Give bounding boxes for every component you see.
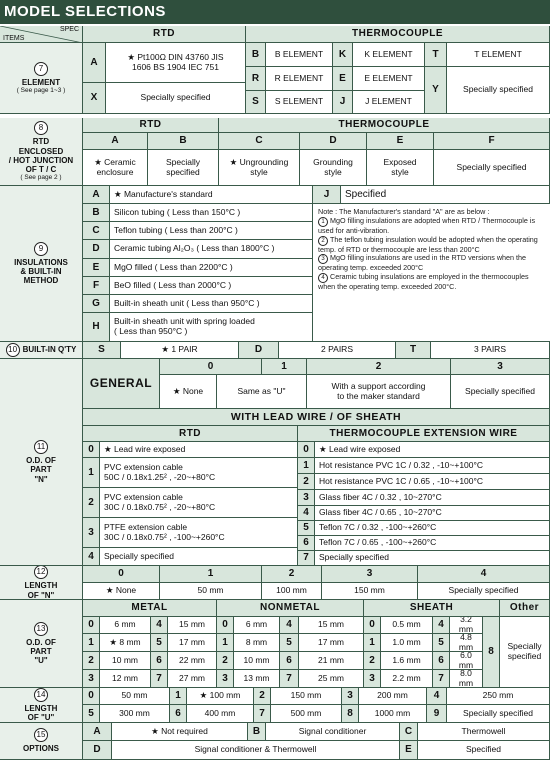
length-n-code: 3 xyxy=(322,566,418,583)
items-spec-header xyxy=(0,26,83,43)
insulation-code: B xyxy=(83,204,110,222)
od-u-code: 4 xyxy=(280,617,299,634)
section-subtitle: ( See page 2 ) xyxy=(20,174,62,182)
code-k: K xyxy=(333,43,353,67)
code-t: T xyxy=(396,342,431,359)
length-u-value: 150 mm xyxy=(271,688,342,705)
tc-lead-code: 3 xyxy=(298,490,315,506)
e-element: E ELEMENT xyxy=(353,67,425,91)
section-title: RTD ENCLOSED / HOT JUNCTION OF T / C xyxy=(8,137,74,174)
general-option: Same as "U" xyxy=(217,375,307,409)
length-u-value: 200 mm xyxy=(359,688,427,705)
od-u-code: 1 xyxy=(217,634,234,652)
od-u-value: 21 mm xyxy=(299,652,364,670)
enclosure-option: Specially specified xyxy=(148,150,219,186)
other-header: Other xyxy=(500,600,550,617)
length-u-value: 500 mm xyxy=(271,705,342,723)
tc-lead-option: Specially specified xyxy=(315,551,550,566)
od-u-value: 3.2 mm xyxy=(450,617,483,634)
code-j: J xyxy=(333,91,353,114)
insulation-code: D xyxy=(83,240,110,259)
general-option: ★ None xyxy=(160,375,217,409)
insulation-option: Built-in sheath unit with spring loaded ( Less than 950°C ) xyxy=(110,313,313,342)
length-n-code: 1 xyxy=(160,566,262,583)
length-u-value: ★ 100 mm xyxy=(187,688,254,705)
enclosure-code: C xyxy=(219,133,300,150)
length-n-option: 50 mm xyxy=(160,583,262,600)
od-u-value: 0.5 mm xyxy=(381,617,433,634)
length-u-code: 1 xyxy=(170,688,187,705)
insulation-option: Ceramic tubing Al₂O₃ ( Less than 1800°C ) xyxy=(110,240,313,259)
code-8: 8 xyxy=(483,617,500,688)
tc-lead-code: 1 xyxy=(298,458,315,474)
insulation-code: E xyxy=(83,259,110,277)
page-title: MODEL SELECTIONS xyxy=(0,0,550,24)
nonmetal-header: NONMETAL xyxy=(217,600,364,617)
od-u-value: 10 mm xyxy=(234,652,280,670)
sheath-header: SHEATH xyxy=(364,600,500,617)
section-title: LENGTH OF "U" xyxy=(24,703,58,722)
tc-lead-code: 7 xyxy=(298,551,315,566)
note-item: 2 The teflon tubing insulation would be adopted when the operating temp. of RTD or thermocouple are less than 200°C xyxy=(318,234,538,254)
enclosure-code: A xyxy=(83,133,148,150)
tc-lead-code: 2 xyxy=(298,474,315,490)
b-element: B ELEMENT xyxy=(266,43,333,67)
od-u-code: 2 xyxy=(217,652,234,670)
code-t: T xyxy=(425,43,447,67)
section-number: 7 xyxy=(34,62,48,76)
od-u-code: 5 xyxy=(433,634,450,652)
section-element-label xyxy=(0,43,83,114)
section-number: 14 xyxy=(34,688,48,702)
code-d: D xyxy=(83,741,112,760)
tc-lead-option: Glass fiber 4C / 0.65 , 10~270°C xyxy=(315,506,550,521)
length-u-code: 5 xyxy=(83,705,100,723)
od-u-value: 1.0 mm xyxy=(381,634,433,652)
insulation-option: BeO filled ( Less than 2000°C ) xyxy=(110,277,313,295)
one-pair: ★ 1 PAIR xyxy=(121,342,239,359)
od-u-value: ★ 8 mm xyxy=(100,634,151,652)
rtd-lead-code: 2 xyxy=(83,488,100,518)
od-u-code: 0 xyxy=(217,617,234,634)
od-u-code: 5 xyxy=(280,634,299,652)
od-u-code: 2 xyxy=(364,652,381,670)
section-od-n-label xyxy=(0,359,83,566)
rtd-lead-option: PVC extension cable 50C / 0.18x1.25² , -20~+80°C xyxy=(100,458,298,488)
od-u-value: 6 mm xyxy=(234,617,280,634)
od-u-code: 1 xyxy=(83,634,100,652)
length-u-value: 50 mm xyxy=(100,688,170,705)
rtd-lead-code: 1 xyxy=(83,458,100,488)
tc-lead-option: ★ Lead wire exposed xyxy=(315,442,550,458)
section-title: ELEMENT xyxy=(21,77,61,87)
code-e: E xyxy=(333,67,353,91)
enclosure-code: F xyxy=(434,133,550,150)
rtd-subheader: RTD xyxy=(83,118,219,133)
insulation-option: Silicon tubing ( Less than 150°C ) xyxy=(110,204,313,222)
enclosure-code: B xyxy=(148,133,219,150)
tc-lead-option: Hot resistance PVC 1C / 0.32 , -10~+100°C xyxy=(315,458,550,474)
rtd-lead-option: PTFE extension cable 30C / 0.18x0.75² , -100~+260°C xyxy=(100,518,298,548)
od-u-code: 3 xyxy=(364,670,381,688)
od-u-value: 17 mm xyxy=(299,634,364,652)
length-u-value: 400 mm xyxy=(187,705,254,723)
length-n-code: 2 xyxy=(262,566,322,583)
od-u-code: 4 xyxy=(151,617,168,634)
section-subtitle: ( See page 1~3 ) xyxy=(16,86,66,94)
other-specified: Specially specified xyxy=(500,617,550,688)
section-title: LENGTH OF "N" xyxy=(24,581,58,600)
length-u-code: 8 xyxy=(342,705,359,723)
od-u-value: 27 mm xyxy=(168,670,217,688)
od-u-value: 2.2 mm xyxy=(381,670,433,688)
two-pairs: 2 PAIRS xyxy=(279,342,396,359)
code-c: C xyxy=(400,723,418,741)
rtd-lead-code: 4 xyxy=(83,548,100,566)
length-n-code: 4 xyxy=(418,566,550,583)
general-code: 0 xyxy=(160,359,262,375)
length-u-code: 9 xyxy=(427,705,447,723)
section-number: 10 xyxy=(6,343,20,357)
three-pairs: 3 PAIRS xyxy=(431,342,550,359)
spec-label: SPEC xyxy=(59,26,79,33)
od-u-code: 7 xyxy=(151,670,168,688)
rtd-pt100-option: ★ Pt100Ω DIN 43760 JIS 1606 BS 1904 IEC 751 xyxy=(106,43,246,83)
length-u-code: 6 xyxy=(170,705,187,723)
code-a: A xyxy=(83,723,112,741)
od-u-value: 8 mm xyxy=(234,634,280,652)
section-title: O.D. OF PART "U" xyxy=(26,637,56,666)
rtd-lead-option: PVC extension cable 30C / 0.18x0.75² , -20~+80°C xyxy=(100,488,298,518)
enclosure-option: ★ Ceramic enclosure xyxy=(83,150,148,186)
length-n-option: Specially specified xyxy=(418,583,550,600)
section-number: 9 xyxy=(34,242,48,256)
tc-lead-option: Glass fiber 4C / 0.32 , 10~270°C xyxy=(315,490,550,506)
od-u-value: 8.0 mm xyxy=(450,670,483,688)
s-element: S ELEMENT xyxy=(266,91,333,114)
enclosure-code: E xyxy=(367,133,434,150)
section-number: 8 xyxy=(34,121,48,135)
insulation-code: H xyxy=(83,313,110,342)
tc-lead-code: 4 xyxy=(298,506,315,521)
section-od-u-label xyxy=(0,600,83,688)
code-s: S xyxy=(246,91,266,114)
rtd-lead-header: RTD xyxy=(83,426,298,442)
general-code: 3 xyxy=(451,359,550,375)
od-u-value: 15 mm xyxy=(168,617,217,634)
od-u-value: 17 mm xyxy=(168,634,217,652)
od-u-code: 5 xyxy=(151,634,168,652)
items-label: ITEMS xyxy=(3,35,25,42)
length-u-value: 250 mm xyxy=(447,688,550,705)
tc-lead-header: THERMOCOUPLE EXTENSION WIRE xyxy=(298,426,550,442)
rtd-special-option: Specially specified xyxy=(106,83,246,114)
r-element: R ELEMENT xyxy=(266,67,333,91)
tc-special-option: Specially specified xyxy=(447,67,550,114)
enclosure-code: D xyxy=(300,133,367,150)
code-b: B xyxy=(246,43,266,67)
od-u-value: 13 mm xyxy=(234,670,280,688)
od-u-code: 0 xyxy=(364,617,381,634)
code-j: J xyxy=(313,186,341,204)
not-required: ★ Not required xyxy=(112,723,248,741)
section-length-n-label xyxy=(0,566,83,600)
length-u-value: 1000 mm xyxy=(359,705,427,723)
od-u-code: 3 xyxy=(83,670,100,688)
od-u-code: 7 xyxy=(280,670,299,688)
insulation-option: ★ Manufacture's standard xyxy=(110,186,313,204)
length-n-option: ★ None xyxy=(83,583,160,600)
insulation-code: F xyxy=(83,277,110,295)
tc-lead-code: 6 xyxy=(298,536,315,551)
general-option: With a support according to the maker standard xyxy=(307,375,451,409)
rtd-header: RTD xyxy=(83,26,246,43)
od-u-value: 6.0 mm xyxy=(450,652,483,670)
enclosure-option: ★ Ungrounding style xyxy=(219,150,300,186)
section-builtin-qty-label xyxy=(0,342,83,359)
j-specified: Specified xyxy=(341,186,550,204)
code-e: E xyxy=(400,741,418,760)
j-element: J ELEMENT xyxy=(353,91,425,114)
section-number: 11 xyxy=(34,440,48,454)
code-x: X xyxy=(83,83,106,114)
section-insulations-label xyxy=(0,186,83,342)
code-r: R xyxy=(246,67,266,91)
note-item: 4 Ceramic tubing insulations are employed in the thermocouples when the operating temp. exceeded 200°C. xyxy=(318,272,529,292)
od-u-code: 7 xyxy=(433,670,450,688)
tc-lead-code: 5 xyxy=(298,521,315,536)
code-a: A xyxy=(83,43,106,83)
options-specified: Specified xyxy=(418,741,550,760)
section-number: 13 xyxy=(34,622,48,636)
od-u-code: 6 xyxy=(280,652,299,670)
rtd-lead-option: ★ Lead wire exposed xyxy=(100,442,298,458)
insulation-option: Teflon tubing ( Less than 200°C ) xyxy=(110,222,313,240)
note-item: 1 MgO filling insulations are adopted when RTD / Thermocouple is used for anti-vibration. xyxy=(318,215,536,235)
code-d: D xyxy=(239,342,279,359)
general-code: 1 xyxy=(262,359,307,375)
section-title: O.D. OF PART "N" xyxy=(26,456,56,484)
length-u-code: 3 xyxy=(342,688,359,705)
od-u-value: 4.8 mm xyxy=(450,634,483,652)
insulation-option: MgO filled ( Less than 2200°C ) xyxy=(110,259,313,277)
insulation-code: A xyxy=(83,186,110,204)
thermocouple-header: THERMOCOUPLE xyxy=(246,26,550,43)
od-u-value: 12 mm xyxy=(100,670,151,688)
section-number: 15 xyxy=(34,728,48,742)
length-u-value: 300 mm xyxy=(100,705,170,723)
note-intro: Note : The Manufacturer's standard "A" are as below : xyxy=(318,207,490,216)
od-u-code: 0 xyxy=(83,617,100,634)
insulation-note xyxy=(313,204,550,342)
enclosure-option: Exposed style xyxy=(367,150,434,186)
od-u-value: 1.6 mm xyxy=(381,652,433,670)
length-n-option: 150 mm xyxy=(322,583,418,600)
length-u-code: 4 xyxy=(427,688,447,705)
od-u-value: 15 mm xyxy=(299,617,364,634)
insulation-option: Built-in sheath unit ( Less than 950°C ) xyxy=(110,295,313,313)
insulation-code: G xyxy=(83,295,110,313)
rtd-lead-code: 0 xyxy=(83,442,100,458)
length-n-option: 100 mm xyxy=(262,583,322,600)
section-options-label xyxy=(0,723,83,760)
tc-lead-option: Hot resistance PVC 1C / 0.65 , -10~+100°C xyxy=(315,474,550,490)
length-u-code: 2 xyxy=(254,688,271,705)
section-title: OPTIONS xyxy=(22,744,59,754)
od-u-code: 6 xyxy=(433,652,450,670)
k-element: K ELEMENT xyxy=(353,43,425,67)
length-n-code: 0 xyxy=(83,566,160,583)
od-u-value: 6 mm xyxy=(100,617,151,634)
rtd-lead-code: 3 xyxy=(83,518,100,548)
general-code: 2 xyxy=(307,359,451,375)
length-u-code: 7 xyxy=(254,705,271,723)
section-title: BUILT-IN Q'TY xyxy=(22,345,77,355)
enclosure-option: Specially specified xyxy=(434,150,550,186)
insulation-code: C xyxy=(83,222,110,240)
rtd-lead-option: Specially specified xyxy=(100,548,298,566)
code-s: S xyxy=(83,342,121,359)
thermowell: Thermowell xyxy=(418,723,550,741)
od-u-code: 6 xyxy=(151,652,168,670)
od-u-value: 10 mm xyxy=(100,652,151,670)
general-option: Specially specified xyxy=(451,375,550,409)
conditioner-and-thermowell: Signal conditioner & Thermowell xyxy=(112,741,400,760)
t-element: T ELEMENT xyxy=(447,43,550,67)
section-title: INSULATIONS & BUILT-IN METHOD xyxy=(14,257,68,286)
general-header: GENERAL xyxy=(83,359,160,409)
enclosure-option: Grounding style xyxy=(300,150,367,186)
length-u-code: 0 xyxy=(83,688,100,705)
od-u-value: 22 mm xyxy=(168,652,217,670)
od-u-code: 4 xyxy=(433,617,450,634)
od-u-code: 1 xyxy=(364,634,381,652)
section-enclosed-label xyxy=(0,118,83,186)
length-u-value: Specially specified xyxy=(447,705,550,723)
tc-lead-option: Teflon 7C / 0.65 , -100~+260°C xyxy=(315,536,550,551)
thermocouple-subheader: THERMOCOUPLE xyxy=(219,118,550,133)
note-item: 3 MgO filling insulations are used in the RTD versions when the operating temp. exceeded 200°C xyxy=(318,253,527,273)
od-u-code: 2 xyxy=(83,652,100,670)
section-number: 12 xyxy=(34,566,48,579)
metal-header: METAL xyxy=(83,600,217,617)
lead-wire-header: WITH LEAD WIRE / OF SHEATH xyxy=(83,409,550,426)
section-length-u-label xyxy=(0,688,83,723)
signal-conditioner: Signal conditioner xyxy=(266,723,400,741)
tc-lead-code: 0 xyxy=(298,442,315,458)
od-u-value: 25 mm xyxy=(299,670,364,688)
code-b: B xyxy=(248,723,266,741)
od-u-code: 3 xyxy=(217,670,234,688)
tc-lead-option: Teflon 7C / 0.32 , -100~+260°C xyxy=(315,521,550,536)
code-y: Y xyxy=(425,67,447,114)
